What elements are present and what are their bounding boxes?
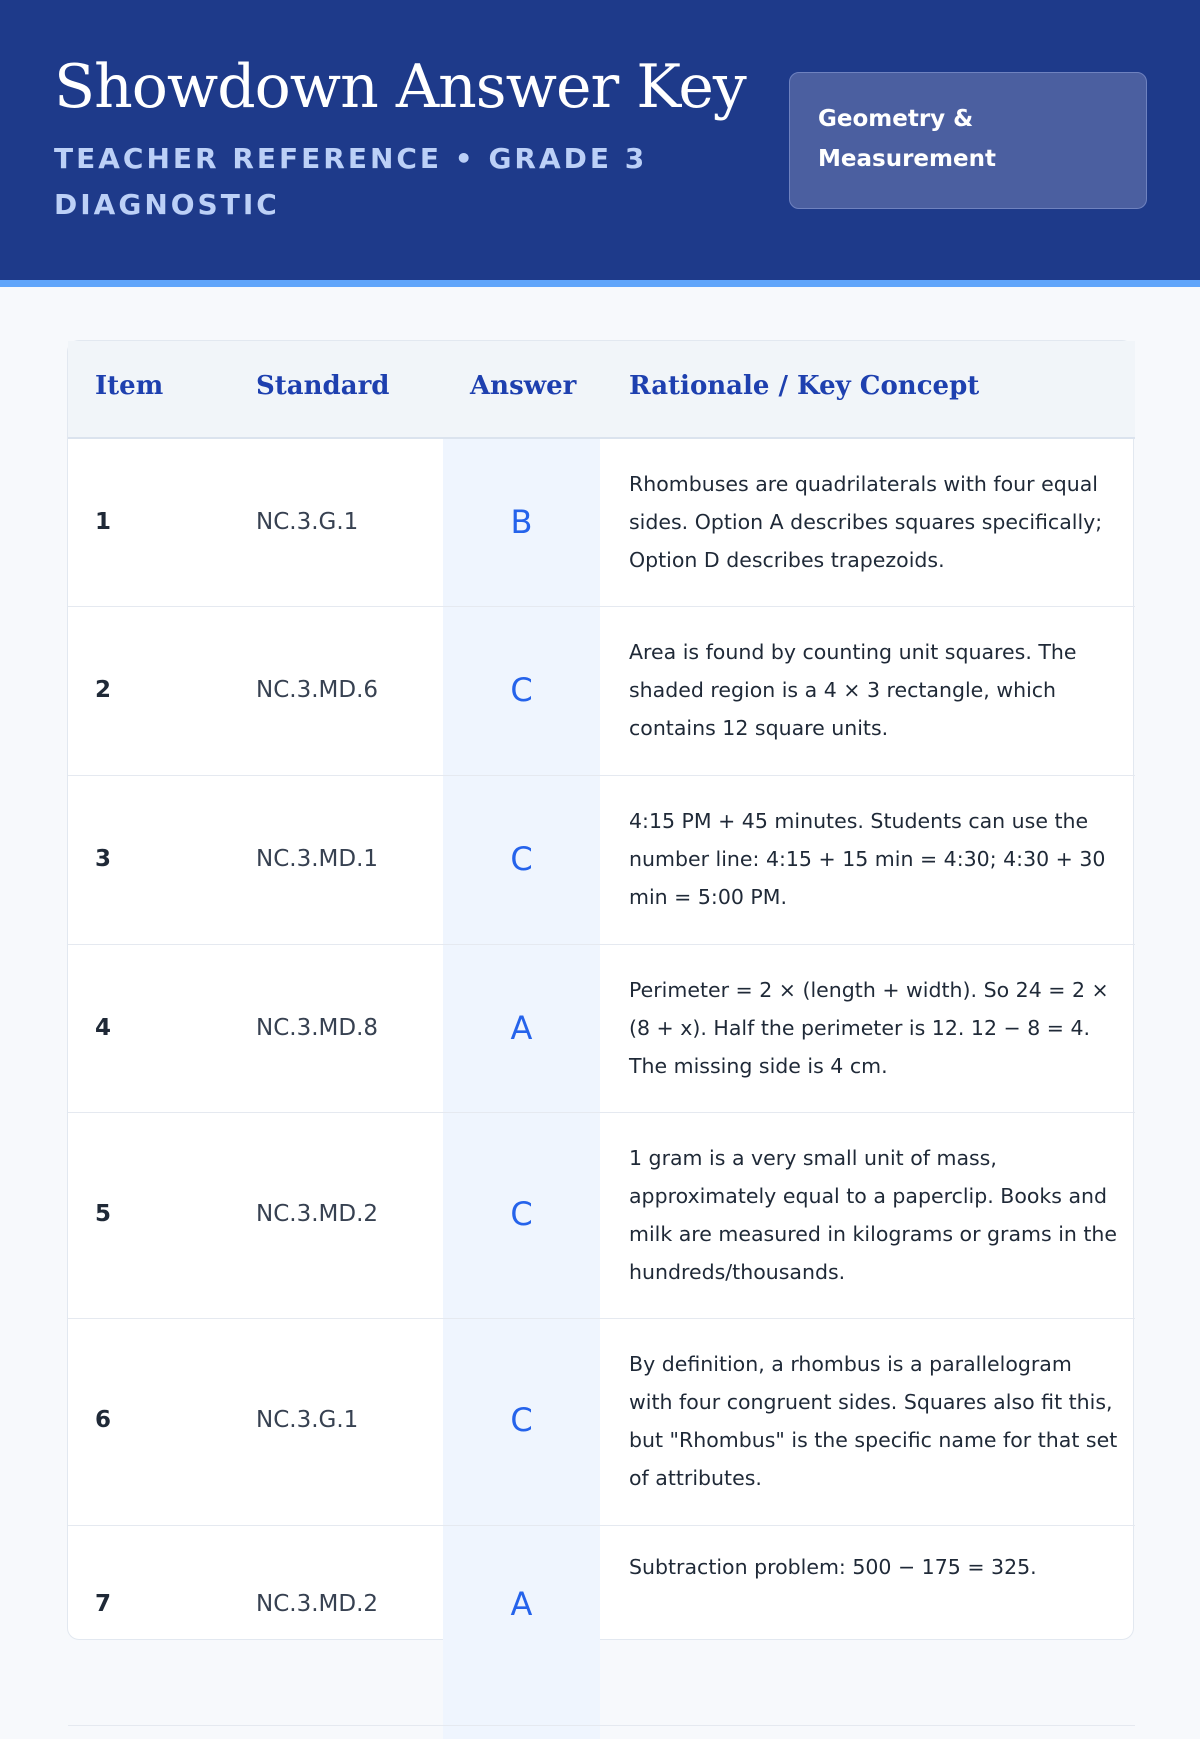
table-row [68,945,1135,1113]
answer-letter: C [510,840,533,878]
page-title: Showdown Answer Key [54,52,746,122]
rationale-text: 1 gram is a very small unit of mass, approximately equal to a paperclip. Books and milk are measured in kilograms or grams in the hundreds/thousands. [629,1146,1118,1284]
standard-code: NC.3.MD.6 [256,677,379,703]
answer-letter: A [510,1009,533,1047]
topic-badge [789,72,1147,209]
answer-letter: A [510,1585,533,1623]
rationale-text: 4:15 PM + 45 minutes. Students can use the number line: 4:15 + 15 min = 4:30; 4:30 + 30 min = 5:00 PM. [629,809,1106,909]
table-row [68,607,1135,776]
column-header-standard: Standard [256,371,390,401]
table-row [68,1113,1135,1319]
answer-letter: B [510,503,533,541]
table-header [68,341,1135,439]
table-row [68,1319,1135,1526]
table-row [68,1526,1135,1726]
item-number: 5 [95,1201,112,1227]
table-row [68,439,1135,607]
item-number: 7 [95,1591,112,1617]
standard-code: NC.3.MD.8 [256,1015,379,1041]
answer-letter: C [510,671,533,709]
table-row [68,776,1135,945]
standard-code: NC.3.MD.2 [256,1201,379,1227]
answer-letter: C [510,1195,533,1233]
page-subtitle: TEACHER REFERENCE • GRADE 3 DIAGNOSTIC [54,142,648,221]
column-header-item: Item [95,371,164,401]
rationale-text: Perimeter = 2 × (length + width). So 24 = 2 × (8 + x). Half the perimeter is 12. 12 − 8 = 4. The missing side is 4 cm. [629,978,1109,1078]
rationale-text: Subtraction problem: 500 − 175 = 325. [629,1555,1037,1579]
answer-letter: C [510,1401,533,1439]
item-number: 6 [95,1407,112,1433]
standard-code: NC.3.MD.2 [256,1591,379,1617]
rationale-text: Rhombuses are quadrilaterals with four equal sides. Option A describes squares specifically; Option D describes trapezoids. [629,472,1103,572]
item-number: 1 [95,509,112,535]
rationale-text: By definition, a rhombus is a parallelogram with four congruent sides. Squares also fit this, but "Rhombus" is the specific name for that set of attributes. [629,1352,1118,1490]
standard-code: NC.3.G.1 [256,509,359,535]
answer-key-table [67,340,1134,1640]
standard-code: NC.3.G.1 [256,1407,359,1433]
item-number: 3 [95,846,112,872]
topic-badge-label: Geometry & Measurement [818,106,996,172]
page-header [0,0,1200,287]
rationale-text: Area is found by counting unit squares. The shaded region is a 4 × 3 rectangle, which contains 12 square units. [629,640,1077,740]
column-header-rationale: Rationale / Key Concept [629,371,980,401]
item-number: 2 [95,677,112,703]
standard-code: NC.3.MD.1 [256,846,379,872]
column-header-answer: Answer [470,371,577,401]
item-number: 4 [95,1015,112,1041]
